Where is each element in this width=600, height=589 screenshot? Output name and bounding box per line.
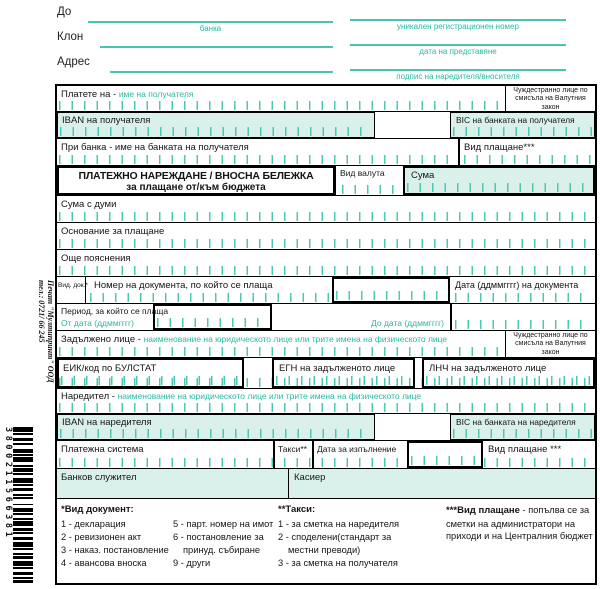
- submit-date-line[interactable]: [350, 44, 566, 46]
- pay-to-field[interactable]: [59, 101, 503, 110]
- obliged-hint: наименование на юридическото лице или трите имена на физическото лице: [143, 334, 448, 344]
- pay-to-hint: име на получателя: [118, 89, 194, 99]
- barcode-digits: 3800211566381: [3, 427, 13, 541]
- payment-kind-label-2: Вид плащане ***: [488, 444, 562, 455]
- row-footnotes: [57, 499, 595, 583]
- payment-kind-label-1: Вид плащане***: [464, 142, 535, 153]
- doc-extra-box[interactable]: [332, 277, 450, 303]
- doc-type-note-title: *Вид документ:: [61, 504, 134, 515]
- egn-label: ЕГН на задълженото лице: [279, 363, 396, 374]
- obliged-text: Задължено лице -: [61, 334, 141, 345]
- submit-date-hint: дата на представяне: [419, 47, 497, 56]
- grounds-label: Основание за плащане: [61, 226, 165, 237]
- orderer-field[interactable]: [59, 403, 593, 412]
- doc-date-field[interactable]: [455, 293, 592, 302]
- unique-reg-line[interactable]: [350, 19, 566, 21]
- bank-clerk-field[interactable]: [57, 469, 288, 498]
- more-notes-field[interactable]: [59, 266, 593, 275]
- form-title: [57, 166, 335, 195]
- to-date-field[interactable]: [455, 320, 592, 329]
- row-signatures: [57, 469, 595, 499]
- from-date-hint: От дата (ддммгггг): [61, 318, 134, 328]
- address-line[interactable]: [110, 71, 333, 73]
- row-orderer: [57, 389, 595, 414]
- unique-reg-hint: уникален регистрационен номер: [397, 22, 519, 31]
- amount-field[interactable]: [403, 166, 595, 195]
- doc-number-label: Номер на документа, по който се плаща: [94, 280, 273, 291]
- eik-field[interactable]: [57, 358, 244, 388]
- signature-hint: подпис на наредителя/вносителя: [396, 72, 520, 81]
- to-date-hint: До дата (ддммгггг): [371, 318, 444, 328]
- row-iban-recipient: [57, 112, 595, 139]
- row-pay-to: [57, 86, 595, 112]
- orderer-label: [61, 391, 421, 402]
- iban-orderer-field[interactable]: [57, 414, 375, 440]
- taxes-label: Такси**: [278, 444, 307, 454]
- row-amount-words: [57, 196, 595, 223]
- doc-type-list-1: [61, 518, 169, 570]
- printer-phone: тел.: 0721/ 66 245: [37, 280, 46, 343]
- to-label: До: [57, 6, 72, 18]
- obliged-field[interactable]: [59, 347, 503, 356]
- doc-type-item-cont: принуд. събиране: [183, 545, 261, 555]
- payment-kind-field-1[interactable]: [464, 155, 592, 164]
- taxes-item: 1 - за сметка на наредителя: [278, 519, 400, 529]
- row-at-bank: [57, 139, 595, 166]
- doc-type-item: 2 - ревизионен акт: [61, 532, 142, 542]
- grounds-field[interactable]: [59, 239, 593, 248]
- period-label: Период, за който се плаща: [61, 306, 169, 316]
- doc-type-item: 3 - наказ. постановление: [61, 545, 169, 555]
- payment-system-label: Платежна система: [61, 444, 144, 455]
- at-bank-field[interactable]: [59, 155, 456, 164]
- more-notes-label: Още пояснения: [61, 253, 131, 264]
- taxes-note-title: **Такси:: [278, 504, 316, 515]
- row-period: [57, 304, 595, 331]
- payment-note-text: - попълва се за сметки на администратори на приходи и на Централния бюджет: [446, 505, 593, 541]
- lnc-label: ЛНЧ на задълженото лице: [429, 363, 547, 374]
- taxes-list: [278, 518, 399, 570]
- amount-words-label: Сума с думи: [61, 199, 117, 210]
- address-label: Адрес: [57, 56, 90, 68]
- doc-type-item: 5 - парт. номер на имот: [173, 519, 274, 529]
- iban-recipient-field[interactable]: [57, 112, 375, 138]
- doc-date-label: Дата (ддммгггг) на документа: [455, 280, 579, 290]
- doc-type-list-2: [173, 518, 273, 570]
- exec-date-label: Дата за изпълнение: [317, 444, 397, 454]
- cashier-label: Касиер: [294, 472, 326, 483]
- orderer-hint: наименование на юридическото лице или трите имена на физическото лице: [117, 391, 422, 401]
- doc-kind-field[interactable]: [57, 277, 86, 303]
- row-grounds: [57, 223, 595, 250]
- eik-label: ЕИК/код по БУЛСТАТ: [63, 363, 157, 374]
- foreign-person-box-recipient[interactable]: Чуждестранно лице по смисъла на Валутния закон: [505, 86, 595, 111]
- cashier-field[interactable]: [289, 469, 595, 498]
- taxes-item: 3 - за сметка на получателя: [278, 558, 398, 568]
- doc-type-item: 9 - други: [173, 558, 211, 568]
- pay-to-label: [61, 89, 193, 100]
- printer-credit: [37, 280, 55, 422]
- row-more-notes: [57, 250, 595, 277]
- signature-line[interactable]: [350, 69, 566, 71]
- row-ids: [57, 358, 595, 389]
- doc-number-field[interactable]: [90, 293, 330, 302]
- doc-type-item: 4 - авансова вноска: [61, 558, 147, 568]
- bic-recipient-label: BIC на банката на получателя: [456, 115, 575, 125]
- iban-orderer-label: IBAN на наредителя: [62, 417, 152, 428]
- orderer-text: Наредител -: [61, 391, 115, 402]
- from-date-field[interactable]: [153, 304, 272, 330]
- iban-recipient-label: IBAN на получателя: [62, 115, 151, 126]
- lnc-field[interactable]: [422, 358, 595, 388]
- doc-type-item: 6 - постановление за: [173, 532, 264, 542]
- branch-line[interactable]: [100, 46, 333, 48]
- amount-label: Сума: [411, 170, 435, 181]
- bic-orderer-label: BIC на банката на наредителя: [456, 417, 576, 427]
- form-frame: [55, 84, 597, 585]
- pay-to-text: Платете на -: [61, 89, 117, 100]
- doc-type-item: 1 - декларация: [61, 519, 126, 529]
- row-payment-system: [57, 441, 595, 469]
- bank-name-line[interactable]: [88, 21, 333, 23]
- payment-note-title: ***Вид плащане: [446, 505, 520, 516]
- at-bank-label: При банка - име на банката на получателя: [61, 142, 249, 153]
- currency-field[interactable]: [335, 166, 403, 195]
- egn-field[interactable]: [272, 358, 415, 388]
- bank-hint: банка: [199, 24, 222, 33]
- branch-label: Клон: [57, 31, 84, 43]
- foreign-person-box-obliged[interactable]: Чуждестранно лице по смисъла на Валутния закон: [505, 331, 595, 357]
- taxes-item-cont: местни преводи): [288, 545, 361, 555]
- obliged-label: [61, 334, 447, 345]
- row-obliged: [57, 331, 595, 358]
- bic-orderer-field[interactable]: [450, 414, 595, 440]
- row-iban-orderer: [57, 414, 595, 441]
- amount-words-field[interactable]: [59, 212, 593, 221]
- doc-kind-label: Вид. док.*: [58, 282, 88, 289]
- barcode: [13, 427, 33, 585]
- row-title: [57, 166, 595, 196]
- payment-kind-note: [446, 504, 593, 543]
- taxes-item: 2 - споделени(стандарт за: [278, 532, 392, 542]
- title-line-1: ПЛАТЕЖНО НАРЕЖДАНЕ / ВНОСНА БЕЛЕЖКА: [78, 170, 314, 182]
- bic-recipient-field[interactable]: [450, 112, 595, 138]
- currency-label: Вид валута: [340, 168, 385, 178]
- bank-clerk-label: Банков служител: [61, 472, 137, 483]
- row-document: [57, 277, 595, 304]
- printer-name: Печат "Мултипринт" ООД: [46, 280, 55, 383]
- payment-extra-box[interactable]: [407, 441, 483, 468]
- title-line-2: за плащане от/към бюджета: [126, 182, 266, 193]
